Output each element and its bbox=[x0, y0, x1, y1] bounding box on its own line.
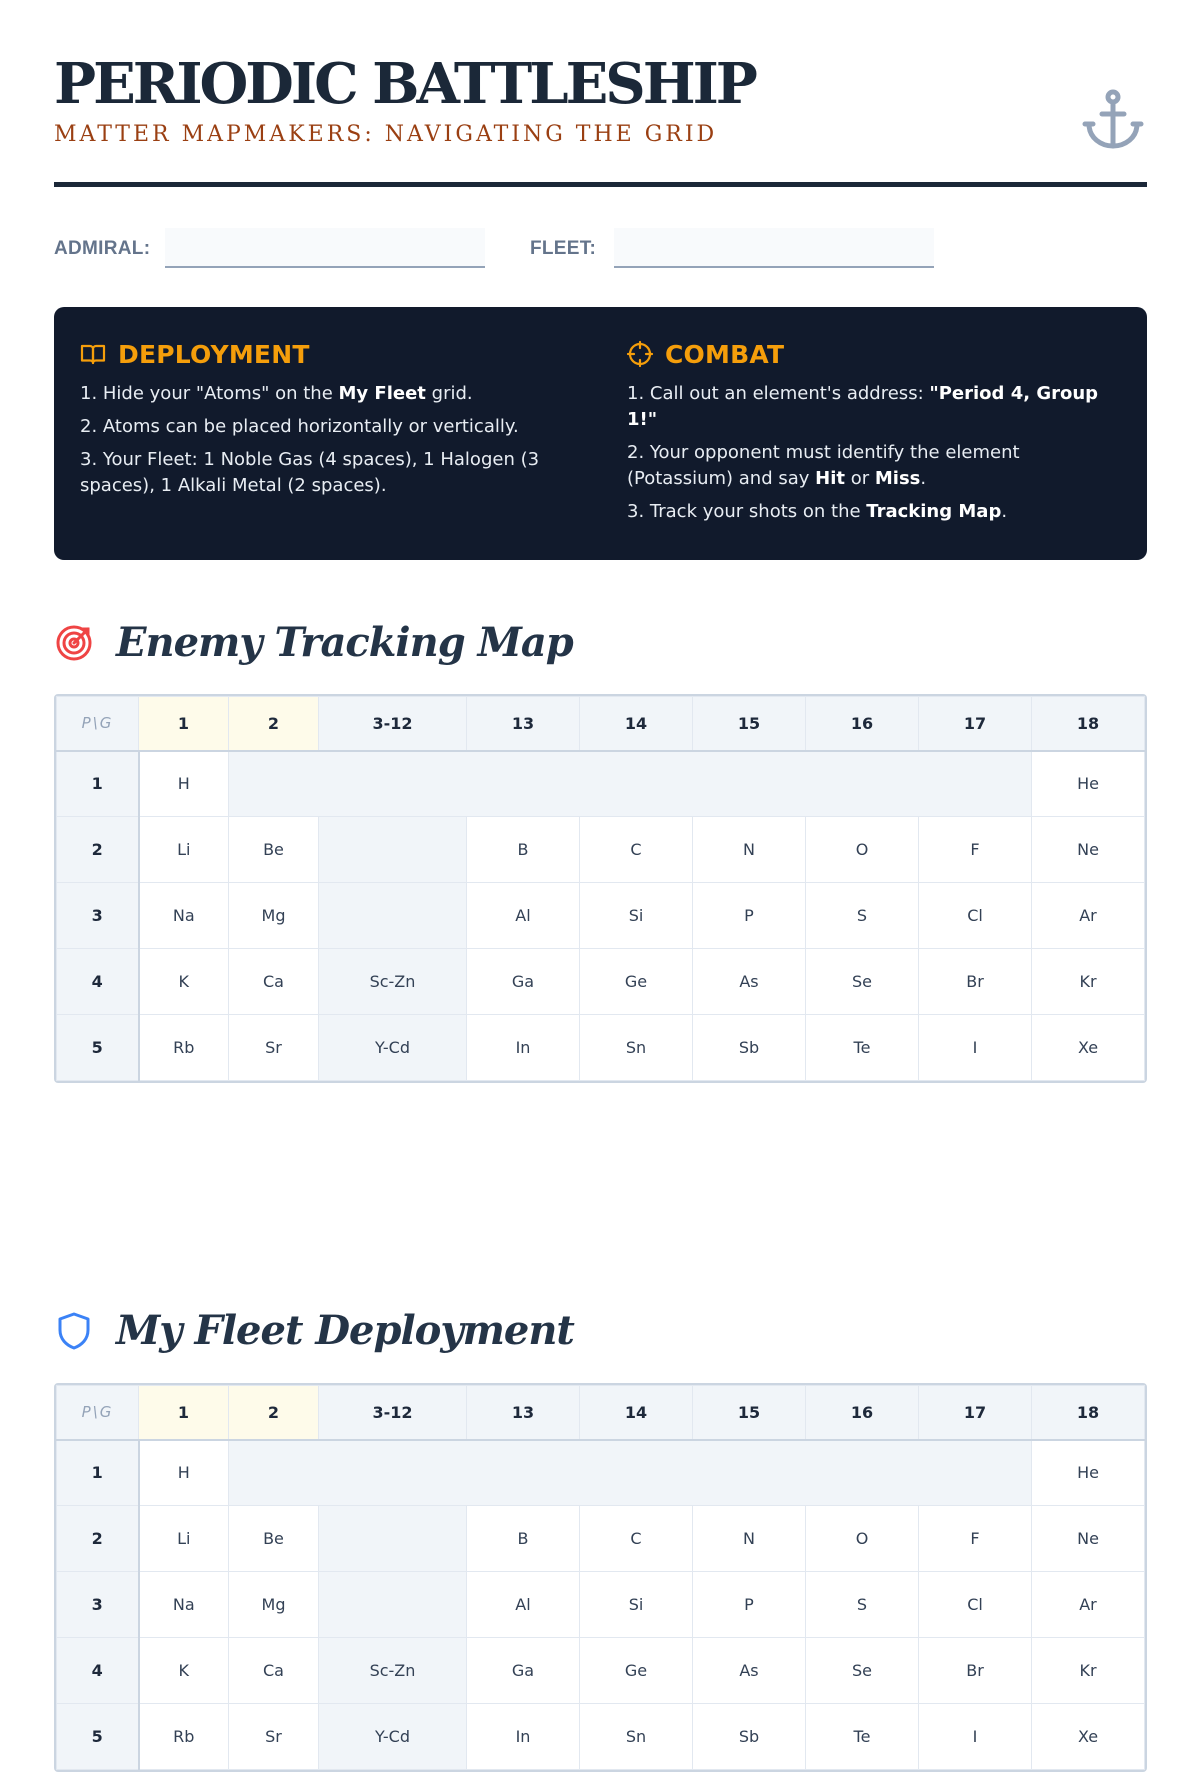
combat-rules bbox=[627, 339, 1117, 532]
empty-gap-cell bbox=[319, 883, 467, 949]
period-label: 5 bbox=[57, 1015, 139, 1081]
element-cell[interactable]: Rb bbox=[139, 1704, 229, 1770]
element-cell[interactable]: C bbox=[580, 817, 693, 883]
period-row bbox=[57, 1015, 1145, 1081]
element-cell[interactable]: Si bbox=[580, 1572, 693, 1638]
period-label: 1 bbox=[57, 1440, 139, 1506]
element-cell[interactable]: Kr bbox=[1032, 949, 1145, 1015]
group-header: 3-12 bbox=[319, 697, 467, 751]
element-cell[interactable]: Li bbox=[139, 817, 229, 883]
element-cell[interactable]: Sn bbox=[580, 1704, 693, 1770]
element-cell[interactable]: He bbox=[1032, 1440, 1145, 1506]
empty-gap-cell bbox=[229, 1440, 1032, 1506]
deployment-rule: 2. Atoms can be placed horizontally or vertically. bbox=[80, 416, 519, 437]
element-cell[interactable]: Mg bbox=[229, 883, 319, 949]
period-row bbox=[57, 1440, 1145, 1506]
period-row bbox=[57, 1638, 1145, 1704]
page-subtitle: MATTER MAPMAKERS: NAVIGATING THE GRID bbox=[54, 122, 718, 147]
group-header: 1 bbox=[139, 1386, 229, 1440]
admiral-label: ADMIRAL: bbox=[54, 238, 151, 259]
tracking-heading bbox=[54, 617, 573, 667]
element-cell[interactable]: Sc-Zn bbox=[319, 949, 467, 1015]
deployment-title: DEPLOYMENT bbox=[118, 339, 310, 369]
element-cell[interactable]: P bbox=[693, 883, 806, 949]
element-cell[interactable]: Y-Cd bbox=[319, 1704, 467, 1770]
element-cell[interactable]: Al bbox=[467, 883, 580, 949]
empty-gap-cell bbox=[229, 751, 1032, 817]
group-header: 17 bbox=[919, 1386, 1032, 1440]
element-cell[interactable]: Na bbox=[139, 1572, 229, 1638]
element-cell[interactable]: N bbox=[693, 1506, 806, 1572]
element-cell[interactable]: Na bbox=[139, 883, 229, 949]
empty-gap-cell bbox=[319, 817, 467, 883]
combat-title: COMBAT bbox=[665, 339, 785, 369]
element-cell[interactable]: Ca bbox=[229, 1638, 319, 1704]
element-cell[interactable]: I bbox=[919, 1704, 1032, 1770]
element-cell[interactable]: In bbox=[467, 1704, 580, 1770]
period-row bbox=[57, 1506, 1145, 1572]
name-fields bbox=[54, 228, 1147, 268]
element-cell[interactable]: Ge bbox=[580, 949, 693, 1015]
element-cell[interactable]: Ar bbox=[1032, 883, 1145, 949]
element-cell[interactable]: Be bbox=[229, 1506, 319, 1572]
fleet-title: My Fleet Deployment bbox=[116, 1306, 574, 1354]
empty-gap-cell bbox=[319, 1506, 467, 1572]
element-cell[interactable]: As bbox=[693, 1638, 806, 1704]
deployment-rules bbox=[80, 339, 570, 506]
element-cell[interactable]: Si bbox=[580, 883, 693, 949]
period-label: 4 bbox=[57, 949, 139, 1015]
element-cell[interactable]: Ne bbox=[1032, 1506, 1145, 1572]
group-header: 13 bbox=[467, 697, 580, 751]
element-cell[interactable]: C bbox=[580, 1506, 693, 1572]
group-header: 16 bbox=[806, 1386, 919, 1440]
book-icon bbox=[80, 341, 106, 367]
element-cell[interactable]: Xe bbox=[1032, 1015, 1145, 1081]
admiral-input[interactable] bbox=[165, 228, 485, 268]
element-cell[interactable]: I bbox=[919, 1015, 1032, 1081]
element-cell[interactable]: In bbox=[467, 1015, 580, 1081]
group-header: 18 bbox=[1032, 697, 1145, 751]
element-cell[interactable]: Se bbox=[806, 1638, 919, 1704]
period-row bbox=[57, 949, 1145, 1015]
period-label: 1 bbox=[57, 751, 139, 817]
element-cell[interactable]: Al bbox=[467, 1572, 580, 1638]
deployment-heading bbox=[80, 339, 570, 369]
period-label: 3 bbox=[57, 883, 139, 949]
group-header: 13 bbox=[467, 1386, 580, 1440]
group-header: 18 bbox=[1032, 1386, 1145, 1440]
element-cell[interactable]: Kr bbox=[1032, 1638, 1145, 1704]
period-row bbox=[57, 1704, 1145, 1770]
element-cell[interactable]: Te bbox=[806, 1704, 919, 1770]
element-cell[interactable]: Y-Cd bbox=[319, 1015, 467, 1081]
element-cell[interactable]: P bbox=[693, 1572, 806, 1638]
element-cell[interactable]: F bbox=[919, 1506, 1032, 1572]
group-header: 14 bbox=[580, 697, 693, 751]
empty-gap-cell bbox=[319, 1572, 467, 1638]
combat-heading bbox=[627, 339, 1117, 369]
element-cell[interactable]: N bbox=[693, 817, 806, 883]
fleet-label: FLEET: bbox=[530, 238, 597, 259]
period-label: 2 bbox=[57, 1506, 139, 1572]
crosshair-icon bbox=[627, 341, 653, 367]
element-cell[interactable]: Ga bbox=[467, 949, 580, 1015]
period-row bbox=[57, 883, 1145, 949]
element-cell[interactable]: Xe bbox=[1032, 1704, 1145, 1770]
deployment-rule: 3. Your Fleet: 1 Noble Gas (4 spaces), 1 Halogen (3 spaces), 1 Alkali Metal (2 spaces). bbox=[80, 449, 540, 496]
rules-panel bbox=[54, 307, 1147, 560]
combat-rule: 3. Track your shots on the Tracking Map. bbox=[627, 501, 1008, 522]
element-cell[interactable]: S bbox=[806, 883, 919, 949]
element-cell[interactable]: Sb bbox=[693, 1704, 806, 1770]
page-title: PERIODIC BATTLESHIP bbox=[54, 51, 755, 117]
element-cell[interactable]: Ge bbox=[580, 1638, 693, 1704]
worksheet-page bbox=[54, 0, 1147, 1746]
combat-rule: 1. Call out an element's address: "Period 4, Group 1!" bbox=[627, 383, 1099, 430]
element-cell[interactable]: He bbox=[1032, 751, 1145, 817]
element-cell[interactable]: Ga bbox=[467, 1638, 580, 1704]
period-label: 5 bbox=[57, 1704, 139, 1770]
tracking-title: Enemy Tracking Map bbox=[116, 618, 573, 666]
anchor-icon bbox=[1083, 88, 1143, 152]
element-cell[interactable]: Cl bbox=[919, 883, 1032, 949]
element-cell[interactable]: K bbox=[139, 1638, 229, 1704]
period-label: 2 bbox=[57, 817, 139, 883]
target-icon bbox=[54, 622, 94, 662]
element-cell[interactable]: Ne bbox=[1032, 817, 1145, 883]
element-cell[interactable]: S bbox=[806, 1572, 919, 1638]
grid-corner-label: P\G bbox=[57, 1386, 139, 1440]
element-cell[interactable]: Te bbox=[806, 1015, 919, 1081]
tracking-grid bbox=[54, 694, 1147, 1083]
group-header: 15 bbox=[693, 697, 806, 751]
element-cell[interactable]: As bbox=[693, 949, 806, 1015]
element-cell[interactable]: Br bbox=[919, 1638, 1032, 1704]
page-header bbox=[54, 0, 1147, 187]
element-cell[interactable]: Ar bbox=[1032, 1572, 1145, 1638]
element-cell[interactable]: Sr bbox=[229, 1015, 319, 1081]
period-label: 4 bbox=[57, 1638, 139, 1704]
group-header: 3-12 bbox=[319, 1386, 467, 1440]
element-cell[interactable]: B bbox=[467, 817, 580, 883]
element-cell[interactable]: Li bbox=[139, 1506, 229, 1572]
element-cell[interactable]: Sb bbox=[693, 1015, 806, 1081]
shield-icon bbox=[54, 1310, 94, 1350]
group-header: 16 bbox=[806, 697, 919, 751]
grid-corner-label: P\G bbox=[57, 697, 139, 751]
element-cell[interactable]: Cl bbox=[919, 1572, 1032, 1638]
fleet-grid bbox=[54, 1383, 1147, 1772]
period-row bbox=[57, 1572, 1145, 1638]
deployment-rule: 1. Hide your "Atoms" on the My Fleet grid. bbox=[80, 383, 473, 404]
group-header: 14 bbox=[580, 1386, 693, 1440]
element-cell[interactable]: Sr bbox=[229, 1704, 319, 1770]
element-cell[interactable]: Sn bbox=[580, 1015, 693, 1081]
fleet-heading bbox=[54, 1305, 574, 1355]
element-cell[interactable]: O bbox=[806, 817, 919, 883]
element-cell[interactable]: Se bbox=[806, 949, 919, 1015]
element-cell[interactable]: Br bbox=[919, 949, 1032, 1015]
element-cell[interactable]: F bbox=[919, 817, 1032, 883]
group-header: 1 bbox=[139, 697, 229, 751]
element-cell[interactable]: Rb bbox=[139, 1015, 229, 1081]
group-header: 2 bbox=[229, 697, 319, 751]
element-cell[interactable]: B bbox=[467, 1506, 580, 1572]
period-label: 3 bbox=[57, 1572, 139, 1638]
element-cell[interactable]: H bbox=[139, 1440, 229, 1506]
element-cell[interactable]: Be bbox=[229, 817, 319, 883]
group-header: 17 bbox=[919, 697, 1032, 751]
element-cell[interactable]: O bbox=[806, 1506, 919, 1572]
element-cell[interactable]: K bbox=[139, 949, 229, 1015]
period-row bbox=[57, 817, 1145, 883]
combat-rule: 2. Your opponent must identify the element (Potassium) and say Hit or Miss. bbox=[627, 442, 1020, 489]
element-cell[interactable]: Sc-Zn bbox=[319, 1638, 467, 1704]
fleet-input[interactable] bbox=[614, 228, 934, 268]
element-cell[interactable]: H bbox=[139, 751, 229, 817]
group-header: 2 bbox=[229, 1386, 319, 1440]
element-cell[interactable]: Mg bbox=[229, 1572, 319, 1638]
group-header: 15 bbox=[693, 1386, 806, 1440]
period-row bbox=[57, 751, 1145, 817]
element-cell[interactable]: Ca bbox=[229, 949, 319, 1015]
